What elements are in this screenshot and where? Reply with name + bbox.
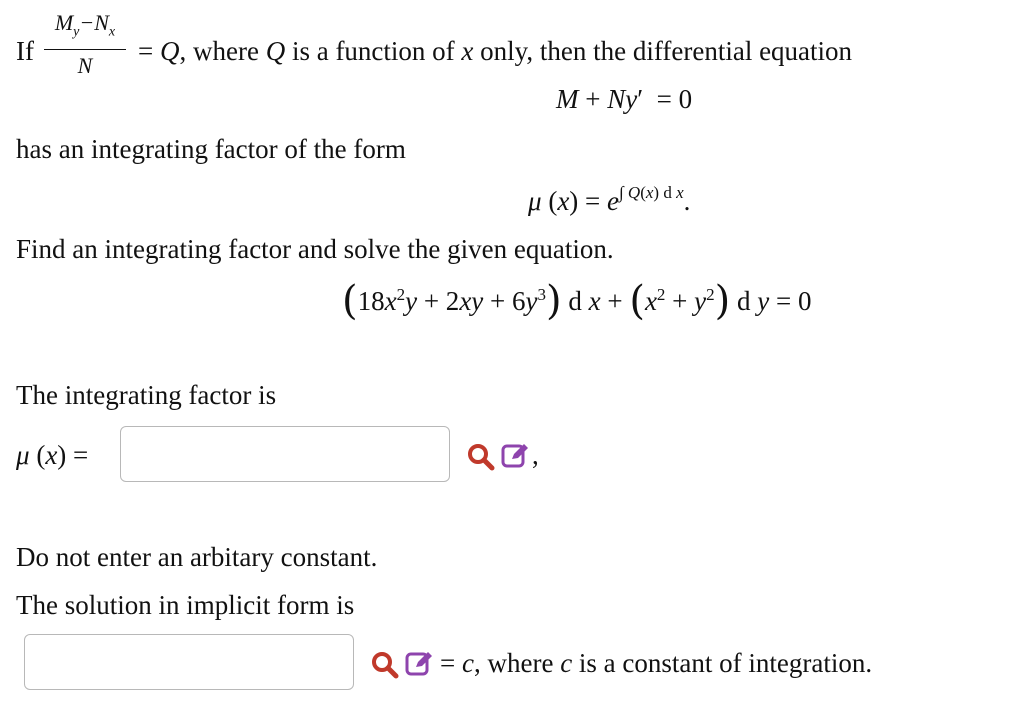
question-2-label: The solution in implicit form is bbox=[16, 590, 355, 620]
fraction-numerator: $M_y-N_x$ bbox=[54, 10, 116, 40]
search-icon[interactable] bbox=[370, 650, 400, 680]
mu-formula: μ $(x) = e^{\int Q(x) d x}$. bbox=[528, 183, 691, 216]
if-label: If bbox=[16, 36, 34, 66]
integrating-factor-input[interactable] bbox=[120, 426, 450, 482]
question-1-label: The integrating factor is bbox=[16, 380, 277, 410]
edit-icon[interactable] bbox=[500, 440, 530, 470]
question-2-trailing: = c, where c is a constant of integration. bbox=[440, 648, 873, 678]
search-icon[interactable] bbox=[466, 442, 496, 472]
given-equation: $(18x^2y + 2xy + 6y^3)$ d $x + (x^2 + y^2)$ d y = 0 bbox=[342, 278, 812, 324]
implicit-solution-input[interactable] bbox=[24, 634, 354, 690]
question-1-comma: , bbox=[532, 440, 539, 470]
condition-text: = Q, where Q is a function of x only, then the differential equation bbox=[138, 36, 853, 66]
constant-note: Do not enter an arbitary constant. bbox=[16, 542, 378, 572]
mu-label: μ (x) = bbox=[16, 440, 89, 470]
integrating-factor-text: has an integrating factor of the form bbox=[16, 134, 406, 164]
instruction-text: Find an integrating factor and solve the given equation. bbox=[16, 234, 614, 264]
condition-fraction bbox=[44, 10, 126, 79]
fraction-denominator: N bbox=[77, 53, 93, 79]
differential-equation: M + Ny′ = 0 bbox=[556, 84, 693, 114]
fraction-bar bbox=[44, 49, 126, 50]
edit-icon[interactable] bbox=[404, 648, 434, 678]
